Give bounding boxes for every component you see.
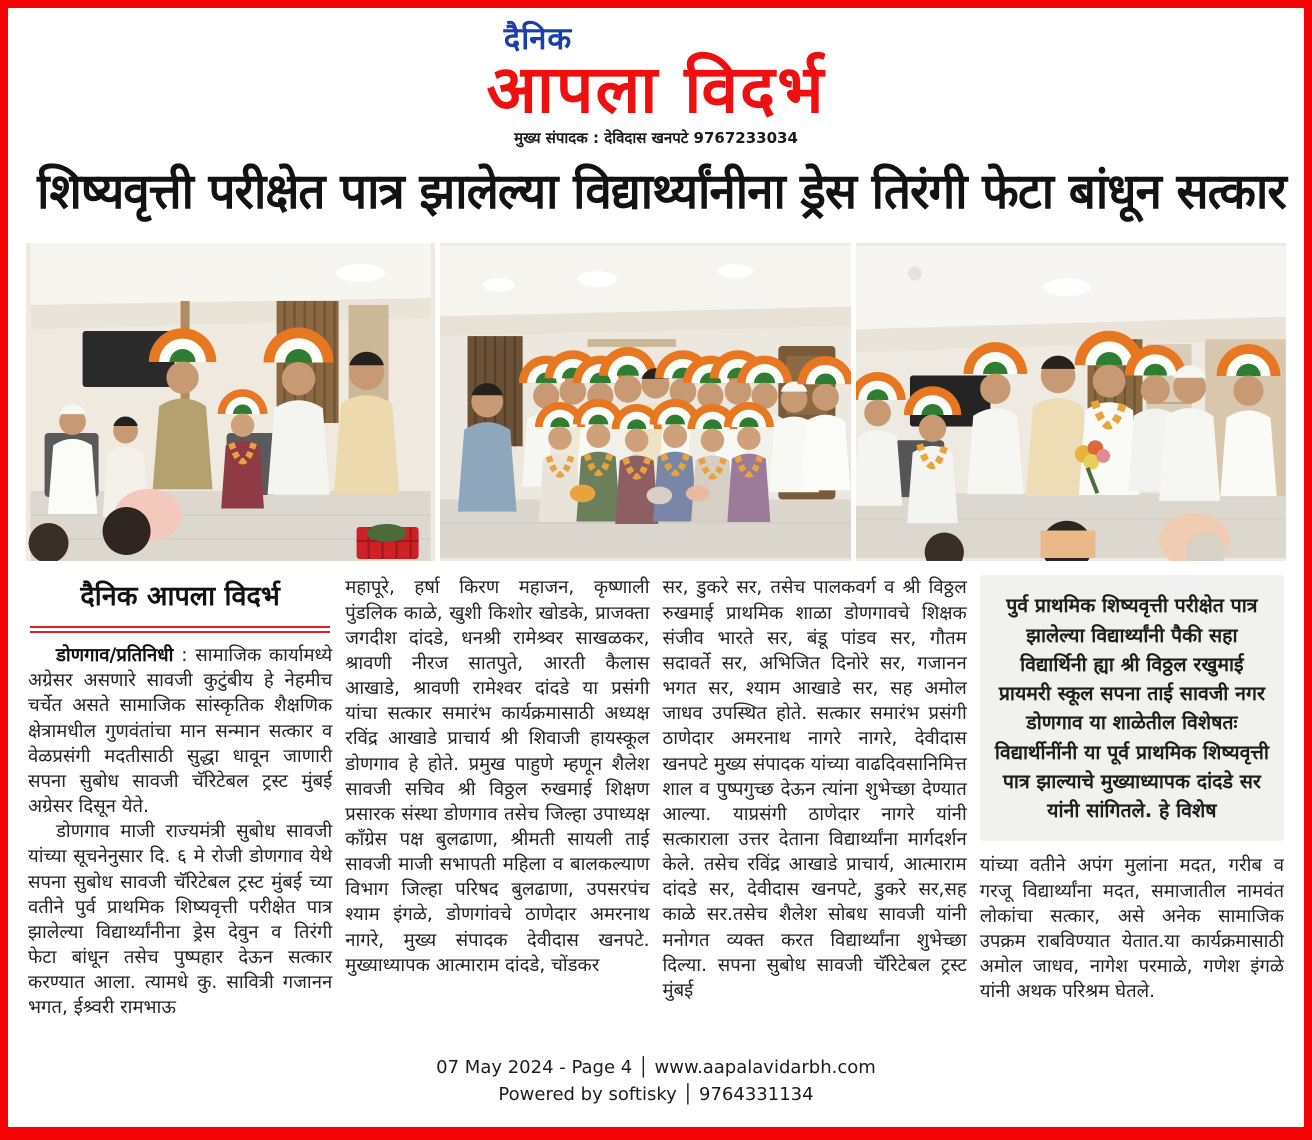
column-2-text: महापूरे, हर्षा किरण महाजन, कृष्णाली पुंडलिक काळे, खुशी किशोर खोडके, प्राजक्ता जगदीश दांदडे, धनश्री रामेश्र्वर साखळकर, श्रावणी नीरज सातपुते, आरती कैलास आखाडे, श्रावणी रामेश्वर दांदडे या प्रसंगी यांचा सत्कार समारंभ कार्यक्रमासाठी अध्यक्ष रविंद्र आखाडे प्राचार्य श्री शिवाजी हायस्कूल डोणगाव हे होते. प्रमुख पाहुणे म्हणून शैलेश सावजी सचिव श्री विठ्ठल रुखमाई शिक्षण प्रसारक संस्था डोणगाव तसेच जिल्हा उपाध्यक्ष काँग्रेस पक्ष बुलढाणा, श्रीमती सायली ताई सावजी माजी सभापती महिला व बालकल्याण विभाग जिल्हा परिषद बुलढाणा, उपसरपंच श्याम इंगळे, डोणगांवचे ठाणेदार अमरनाथ नागरे, मुख्य संपादक देवीदास खनपटे. मुख्याध्यापक आत्माराम दांदडे, चोंडकर (345, 577, 650, 976)
footer-powered-by: Powered by softisky │ 9764331134 (498, 1084, 814, 1106)
masthead-kicker: दैनिक (503, 21, 573, 57)
paragraph-1-text: : सामाजिक कार्यामध्ये अग्रेसर असणारे सावजी कुटुंबीय हे नेहमीच चर्चेत असते सामाजिक सांस्कृतिक शैक्षणिक क्षेत्रामधील गुणवंतांचा मान सन्मान सत्कार व वेळप्रसंगी मदतीसाठी सुद्धा धावून जाणारी सपना सुबोध सावजी चॅरिटेबल ट्रस्ट मुंबई अग्रेसर दिसून येते. (28, 645, 333, 818)
paragraph-1 (28, 643, 332, 819)
column-4-text: यांच्या वतीने अपंग मुलांना मदत, गरीब व गरजू विद्यार्थ्यांना मदत, समाजातील नामवंत लोकांचा सत्कार, असे अनेक सामाजिक उपक्रम राबविण्यात येतात.या कार्यक्रमासाठी अमोल जाधव, नागेश परमाळे, गणेश इंगळे यांनी अथक परिश्रम घेतले. (979, 855, 1284, 1003)
masthead (8, 8, 1304, 146)
column-3-text: सर, डुकरे सर, तसेच पालकवर्ग व श्री विठ्ठल रुखमाई प्राथमिक शाळा डोणगावचे शिक्षक संजीव भारते सर, बंडू पांडव सर, गौतम सदावर्ते सर, अभिजित दिनोरे सर, गजानन भगत सर, श्याम आखाडे सर, सह अमोल जाधव उपस्थित होते. सत्कार समारंभ प्रसंगी ठाणेदार अमरनाथ नागरे नागरे, देवीदास खनपटे मुख्य संपादक यांच्या वाढदिवसानिमित्त शाल व पुष्पगुच्छ देऊन त्यांना शुभेच्छा देण्यात आल्या. याप्रसंगी ठाणेदार नागरे यांनी सत्काराला उत्तर देताना विद्यार्थ्यांना मार्गदर्शन केले. तसेच रविंद्र आखाडे प्राचार्य, आत्माराम दांदडे सर, देवीदास खनपटे, डुकरे सर,सह काळे सर.तसेच शैलेश सोबध सावजी यांनी मनोगत व्यक्त करत विद्यार्थ्यांना शुभेच्छा दिल्या. सपना सुबोध सावजी चॅरिटेबल ट्रस्ट मुंबई (662, 577, 967, 1001)
felicitation-photo-1 (26, 243, 435, 561)
felicitation-photo-2 (440, 243, 851, 561)
masthead-editor-line: मुख्य संपादक : देविदास खनपटे 9767233034 (514, 129, 798, 147)
dateline: डोणगाव/प्रतिनिधी (56, 645, 174, 667)
article-column-1 (28, 575, 332, 1039)
highlight-box: पुर्व प्राथमिक शिष्यवृत्ती परीक्षेत पात्र झालेल्या विद्यार्थ्यांनी पैकी सहा विद्यार्थिनी ह्या श्री विठ्ठल रखुमाई प्रायमरी स्कूल सपना ताई सावजी नगर डोणगाव या शाळेतील विशेषतः विद्यार्थीनींनी या पूर्व प्राथमिक शिष्यवृत्ती पात्र झाल्याचे मुख्याध्यापक दांदडे सर यांनी सांगितले. हे विशेष (980, 575, 1284, 841)
article-column-4 (980, 575, 1284, 1039)
red-double-rule (30, 626, 330, 633)
footer-date-page-url: 07 May 2024 - Page 4 │ www.aapalavidarbh.com (436, 1057, 876, 1079)
article-column-3 (663, 575, 967, 1039)
page-footer (8, 1057, 1304, 1105)
article-body (28, 575, 1284, 1039)
photo-row (26, 243, 1286, 561)
paragraph-2: डोणगाव माजी राज्यमंत्री सुबोध सावजी यांच्या सूचनेनुसार दि. ६ मे रोजी डोणगाव येथे सपना सुबोध सावजी चॅरिटेबल ट्रस्ट मुंबई च्या वतीने पुर्व प्राथमिक शिष्यवृत्ती परीक्षेत पात्र झालेल्या विद्यार्थ्यांनीना ड्रेस देवुन व तिरंगी फेटा बांधून तसेच पुष्पहार देऊन सत्कार करण्यात आला. त्यामधे कु. सावित्री गजानन भगत, ईश्र्वरी रामभाऊ (28, 821, 333, 1019)
article-column-2 (345, 575, 649, 1039)
masthead-title: आपला विदर्भ (486, 51, 826, 128)
felicitation-photo-3 (856, 243, 1286, 561)
main-headline: शिष्यवृत्ती परीक्षेत पात्र झालेल्या विद्यार्थ्यांनीना ड्रेस तिरंगी फेटा बांधून सत्कार (37, 163, 1286, 220)
column-heading: दैनिक आपला विदर्भ (80, 581, 280, 613)
